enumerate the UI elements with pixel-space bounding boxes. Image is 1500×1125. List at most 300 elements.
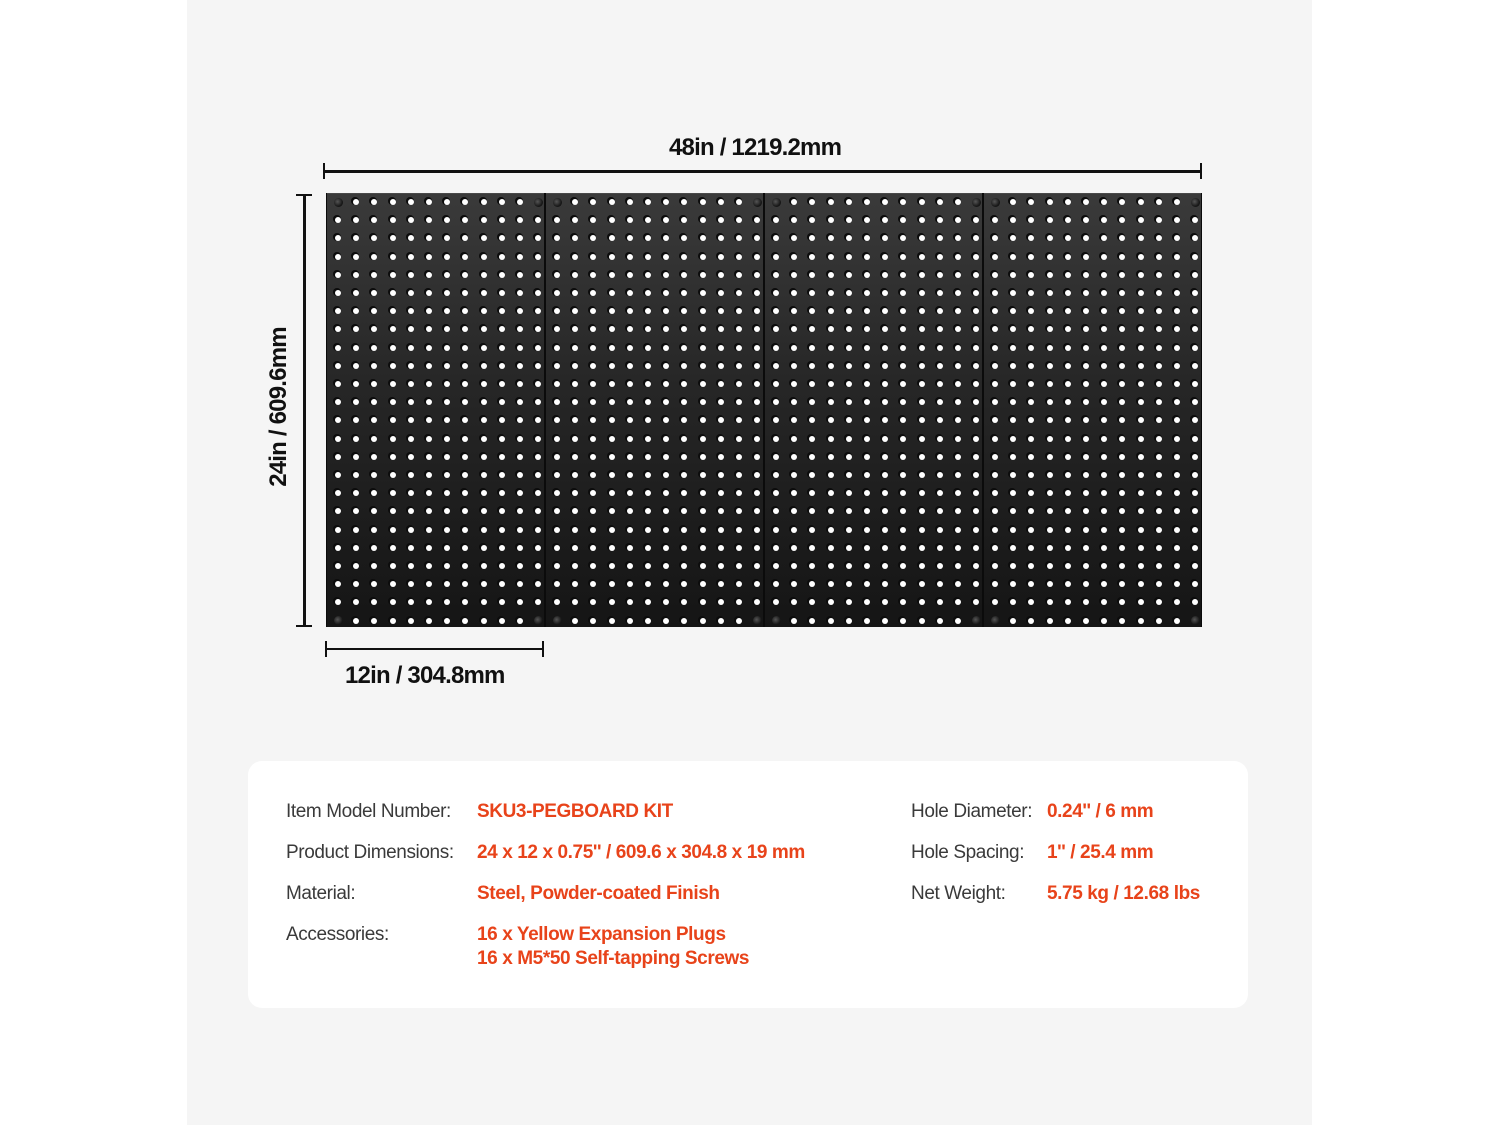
peg-hole — [791, 563, 797, 569]
peg-hole — [900, 363, 906, 369]
peg-hole — [609, 326, 615, 332]
peg-hole — [973, 272, 979, 278]
peg-hole — [1192, 290, 1198, 296]
mounting-screw-icon — [534, 616, 543, 625]
peg-hole — [645, 290, 651, 296]
peg-hole — [736, 345, 742, 351]
peg-hole — [572, 381, 578, 387]
peg-hole — [992, 290, 998, 296]
peg-hole — [1174, 345, 1180, 351]
peg-hole — [1083, 563, 1089, 569]
peg-hole — [718, 581, 724, 587]
peg-hole — [1156, 308, 1162, 314]
peg-hole — [1174, 272, 1180, 278]
peg-hole — [408, 436, 414, 442]
peg-hole — [828, 581, 834, 587]
peg-hole — [663, 545, 669, 551]
peg-hole — [1010, 490, 1016, 496]
peg-hole — [371, 345, 377, 351]
peg-hole — [1119, 417, 1125, 423]
peg-hole — [390, 272, 396, 278]
peg-hole — [791, 199, 797, 205]
peg-hole — [1156, 290, 1162, 296]
peg-hole — [426, 254, 432, 260]
peg-hole — [1028, 235, 1034, 241]
peg-hole — [371, 272, 377, 278]
panel-width-cap-right — [542, 641, 544, 657]
peg-hole — [627, 508, 633, 514]
peg-hole — [609, 454, 615, 460]
peg-hole — [353, 363, 359, 369]
peg-hole — [535, 545, 541, 551]
peg-hole — [390, 217, 396, 223]
peg-hole — [590, 217, 596, 223]
peg-hole — [1174, 454, 1180, 460]
peg-hole — [828, 508, 834, 514]
peg-hole — [828, 490, 834, 496]
peg-hole — [462, 545, 468, 551]
peg-hole — [846, 417, 852, 423]
peg-hole — [1156, 545, 1162, 551]
peg-hole — [663, 563, 669, 569]
specifications-card — [248, 761, 1248, 1008]
peg-hole — [572, 326, 578, 332]
peg-hole — [609, 472, 615, 478]
peg-hole — [828, 381, 834, 387]
peg-hole — [973, 581, 979, 587]
peg-hole — [864, 581, 870, 587]
peg-hole — [937, 417, 943, 423]
peg-hole — [846, 326, 852, 332]
height-label: 24in / 609.6mm — [265, 327, 292, 487]
peg-hole — [1138, 618, 1144, 624]
peg-hole — [1083, 545, 1089, 551]
peg-hole — [499, 436, 505, 442]
peg-hole — [1010, 308, 1016, 314]
peg-hole — [408, 599, 414, 605]
peg-hole — [499, 508, 505, 514]
peg-hole — [1119, 235, 1125, 241]
peg-hole — [572, 290, 578, 296]
peg-hole — [1192, 308, 1198, 314]
peg-hole — [645, 272, 651, 278]
peg-hole — [1065, 563, 1071, 569]
peg-hole — [973, 436, 979, 442]
peg-hole — [535, 345, 541, 351]
peg-hole — [554, 545, 560, 551]
peg-hole — [554, 272, 560, 278]
peg-hole — [809, 290, 815, 296]
peg-hole — [609, 381, 615, 387]
peg-hole — [955, 254, 961, 260]
peg-hole — [1174, 545, 1180, 551]
peg-hole — [754, 381, 760, 387]
peg-hole — [809, 235, 815, 241]
peg-hole — [791, 508, 797, 514]
peg-hole — [864, 490, 870, 496]
peg-hole — [681, 272, 687, 278]
peg-hole — [462, 581, 468, 587]
peg-hole — [335, 599, 341, 605]
peg-hole — [773, 472, 779, 478]
peg-hole — [900, 326, 906, 332]
peg-hole — [1138, 381, 1144, 387]
peg-hole — [408, 235, 414, 241]
total-width-line — [324, 170, 1202, 173]
mounting-screw-icon — [991, 616, 1000, 625]
peg-hole — [1156, 417, 1162, 423]
peg-hole — [426, 235, 432, 241]
peg-hole — [462, 308, 468, 314]
peg-hole — [1192, 272, 1198, 278]
peg-hole — [462, 381, 468, 387]
peg-hole — [663, 399, 669, 405]
peg-hole — [700, 381, 706, 387]
peg-hole — [390, 545, 396, 551]
peg-hole — [955, 581, 961, 587]
peg-hole — [828, 599, 834, 605]
peg-hole — [1101, 436, 1107, 442]
peg-hole — [846, 436, 852, 442]
peg-hole — [1138, 436, 1144, 442]
peg-hole — [426, 581, 432, 587]
peg-hole — [1119, 363, 1125, 369]
peg-hole — [481, 199, 487, 205]
mounting-screw-icon — [534, 198, 543, 207]
total-width-cap-left — [323, 163, 325, 179]
peg-hole — [1083, 454, 1089, 460]
peg-hole — [1010, 563, 1016, 569]
peg-hole — [1101, 417, 1107, 423]
peg-hole — [627, 199, 633, 205]
peg-hole — [481, 381, 487, 387]
peg-hole — [335, 563, 341, 569]
peg-hole — [353, 490, 359, 496]
peg-hole — [444, 599, 450, 605]
peg-hole — [627, 436, 633, 442]
peg-hole — [754, 563, 760, 569]
peg-hole — [1028, 217, 1034, 223]
peg-hole — [353, 290, 359, 296]
peg-hole — [809, 599, 815, 605]
peg-hole — [1083, 381, 1089, 387]
peg-hole — [645, 618, 651, 624]
peg-hole — [627, 290, 633, 296]
peg-hole — [371, 527, 377, 533]
peg-hole — [1028, 472, 1034, 478]
mounting-screw-icon — [1191, 198, 1200, 207]
peg-hole — [426, 363, 432, 369]
peg-hole — [1192, 508, 1198, 514]
peg-hole — [1192, 581, 1198, 587]
peg-hole — [1119, 217, 1125, 223]
peg-hole — [736, 472, 742, 478]
peg-hole — [1083, 308, 1089, 314]
peg-hole — [700, 290, 706, 296]
peg-hole — [992, 527, 998, 533]
peg-hole — [663, 254, 669, 260]
peg-hole — [773, 581, 779, 587]
peg-hole — [1101, 217, 1107, 223]
peg-hole — [919, 436, 925, 442]
peg-hole — [736, 254, 742, 260]
peg-hole — [535, 217, 541, 223]
peg-hole — [992, 308, 998, 314]
peg-hole — [499, 199, 505, 205]
peg-hole — [754, 581, 760, 587]
peg-hole — [864, 326, 870, 332]
peg-hole — [1138, 254, 1144, 260]
peg-hole — [353, 527, 359, 533]
peg-hole — [444, 545, 450, 551]
peg-hole — [754, 308, 760, 314]
peg-hole — [900, 199, 906, 205]
peg-hole — [517, 290, 523, 296]
peg-hole — [462, 345, 468, 351]
peg-hole — [535, 326, 541, 332]
peg-hole — [1156, 345, 1162, 351]
peg-hole — [919, 417, 925, 423]
peg-hole — [700, 436, 706, 442]
peg-hole — [1138, 472, 1144, 478]
pegboard-panel — [983, 193, 1202, 627]
peg-hole — [718, 436, 724, 442]
peg-hole — [846, 254, 852, 260]
peg-hole — [1156, 508, 1162, 514]
peg-hole — [846, 581, 852, 587]
mounting-screw-icon — [753, 616, 762, 625]
panel-width-label: 12in / 304.8mm — [345, 662, 505, 689]
peg-hole — [663, 508, 669, 514]
peg-hole — [973, 490, 979, 496]
peg-hole — [992, 454, 998, 460]
peg-hole — [462, 436, 468, 442]
peg-hole — [481, 618, 487, 624]
peg-hole — [1083, 472, 1089, 478]
peg-hole — [773, 381, 779, 387]
peg-hole — [791, 417, 797, 423]
peg-hole — [955, 345, 961, 351]
peg-hole — [517, 254, 523, 260]
peg-hole — [1156, 618, 1162, 624]
peg-hole — [681, 581, 687, 587]
peg-hole — [864, 618, 870, 624]
panel-width-cap-left — [325, 641, 327, 657]
peg-hole — [517, 345, 523, 351]
peg-hole — [390, 581, 396, 587]
peg-hole — [1101, 399, 1107, 405]
peg-hole — [718, 290, 724, 296]
spec-label-material: Material: — [286, 883, 356, 904]
peg-hole — [754, 545, 760, 551]
peg-hole — [554, 490, 560, 496]
peg-hole — [462, 235, 468, 241]
peg-hole — [718, 454, 724, 460]
peg-hole — [1047, 345, 1053, 351]
peg-hole — [554, 235, 560, 241]
peg-hole — [353, 254, 359, 260]
peg-hole — [627, 599, 633, 605]
peg-hole — [1028, 545, 1034, 551]
peg-hole — [572, 581, 578, 587]
peg-hole — [681, 345, 687, 351]
peg-hole — [809, 326, 815, 332]
peg-hole — [371, 490, 377, 496]
peg-hole — [828, 399, 834, 405]
peg-hole — [609, 618, 615, 624]
peg-hole — [1119, 581, 1125, 587]
peg-hole — [736, 454, 742, 460]
peg-hole — [955, 290, 961, 296]
peg-hole — [444, 235, 450, 241]
peg-hole — [828, 199, 834, 205]
peg-hole — [1010, 581, 1016, 587]
peg-hole — [882, 290, 888, 296]
peg-hole — [590, 290, 596, 296]
peg-hole — [1010, 618, 1016, 624]
peg-hole — [791, 345, 797, 351]
peg-hole — [773, 436, 779, 442]
peg-hole — [718, 326, 724, 332]
peg-hole — [900, 527, 906, 533]
peg-hole — [992, 599, 998, 605]
peg-hole — [371, 254, 377, 260]
peg-hole — [773, 326, 779, 332]
peg-hole — [554, 345, 560, 351]
peg-hole — [1174, 254, 1180, 260]
peg-hole — [1119, 490, 1125, 496]
peg-hole — [773, 490, 779, 496]
peg-hole — [444, 345, 450, 351]
peg-hole — [718, 545, 724, 551]
peg-hole — [609, 581, 615, 587]
peg-hole — [371, 508, 377, 514]
peg-hole — [335, 381, 341, 387]
pegboard-assembly — [326, 193, 1202, 627]
peg-hole — [1174, 563, 1180, 569]
peg-hole — [481, 545, 487, 551]
peg-hole — [754, 490, 760, 496]
peg-hole — [590, 454, 596, 460]
peg-hole — [773, 563, 779, 569]
peg-hole — [572, 490, 578, 496]
peg-hole — [973, 472, 979, 478]
peg-hole — [572, 235, 578, 241]
peg-hole — [1047, 199, 1053, 205]
peg-hole — [846, 618, 852, 624]
peg-hole — [882, 326, 888, 332]
peg-hole — [992, 326, 998, 332]
peg-hole — [882, 217, 888, 223]
peg-hole — [609, 363, 615, 369]
peg-hole — [681, 508, 687, 514]
peg-hole — [700, 235, 706, 241]
peg-hole — [791, 326, 797, 332]
peg-hole — [609, 290, 615, 296]
peg-hole — [681, 381, 687, 387]
peg-hole — [517, 235, 523, 241]
peg-hole — [736, 308, 742, 314]
peg-hole — [1192, 490, 1198, 496]
peg-hole — [736, 417, 742, 423]
peg-hole — [937, 217, 943, 223]
peg-hole — [937, 508, 943, 514]
peg-hole — [1065, 436, 1071, 442]
peg-hole — [590, 199, 596, 205]
peg-hole — [663, 490, 669, 496]
peg-hole — [609, 345, 615, 351]
peg-hole — [754, 290, 760, 296]
peg-hole — [736, 618, 742, 624]
peg-hole — [609, 308, 615, 314]
peg-hole — [1083, 199, 1089, 205]
peg-hole — [335, 399, 341, 405]
peg-hole — [937, 527, 943, 533]
peg-hole — [426, 436, 432, 442]
peg-hole — [754, 235, 760, 241]
peg-hole — [462, 254, 468, 260]
peg-hole — [1010, 345, 1016, 351]
peg-hole — [1028, 199, 1034, 205]
peg-hole — [1156, 326, 1162, 332]
peg-hole — [663, 472, 669, 478]
peg-hole — [426, 417, 432, 423]
peg-hole — [390, 308, 396, 314]
peg-hole — [371, 472, 377, 478]
peg-hole — [535, 563, 541, 569]
height-cap-bottom — [296, 625, 312, 627]
peg-hole — [973, 290, 979, 296]
peg-hole — [609, 599, 615, 605]
peg-hole — [809, 436, 815, 442]
peg-hole — [1083, 436, 1089, 442]
peg-hole — [1174, 290, 1180, 296]
peg-hole — [1028, 326, 1034, 332]
peg-hole — [1174, 399, 1180, 405]
peg-hole — [700, 217, 706, 223]
peg-hole — [828, 527, 834, 533]
peg-hole — [1047, 490, 1053, 496]
peg-hole — [481, 326, 487, 332]
peg-hole — [353, 508, 359, 514]
peg-hole — [754, 508, 760, 514]
peg-hole — [700, 326, 706, 332]
peg-hole — [481, 599, 487, 605]
peg-hole — [609, 436, 615, 442]
peg-hole — [590, 436, 596, 442]
peg-hole — [1138, 308, 1144, 314]
peg-hole — [919, 254, 925, 260]
peg-hole — [754, 399, 760, 405]
peg-hole — [754, 454, 760, 460]
peg-hole — [973, 345, 979, 351]
peg-hole — [736, 217, 742, 223]
peg-hole — [535, 472, 541, 478]
peg-hole — [882, 581, 888, 587]
peg-hole — [992, 272, 998, 278]
peg-hole — [554, 290, 560, 296]
peg-hole — [1138, 199, 1144, 205]
peg-hole — [1138, 290, 1144, 296]
peg-hole — [590, 417, 596, 423]
peg-hole — [1047, 599, 1053, 605]
peg-hole — [572, 454, 578, 460]
peg-hole — [1156, 599, 1162, 605]
peg-hole — [973, 454, 979, 460]
peg-hole — [1174, 417, 1180, 423]
peg-hole — [353, 326, 359, 332]
peg-hole — [1047, 381, 1053, 387]
